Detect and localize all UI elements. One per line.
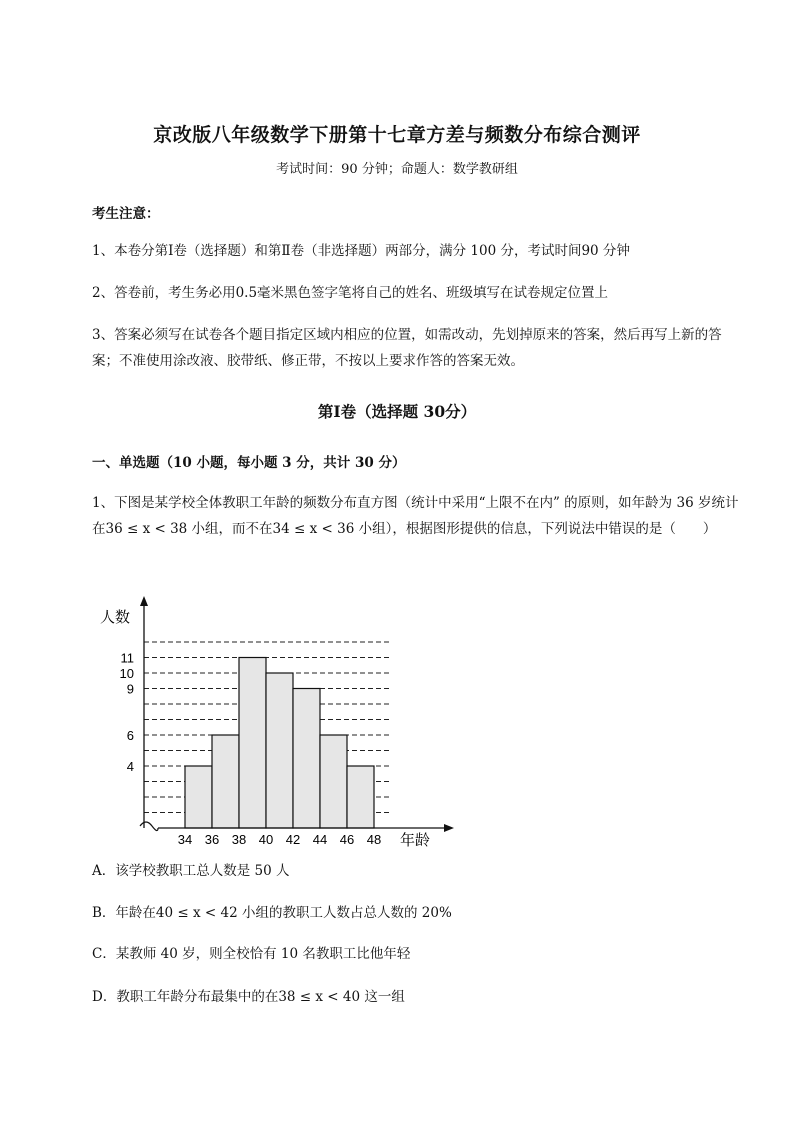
note-item-3: 3、答案必须写在试卷各个题目指定区域内相应的位置，如需改动，先划掉原来的答案，然后再写上新的答案；不准使用涂改液、胶带纸、修正带，不按以上要求作答的答案无效。 (92, 327, 722, 369)
note-item-1: 1、本卷分第Ⅰ卷（选择题）和第Ⅱ卷（非选择题）两部分，满分 100 分，考试时间90 分钟 (92, 243, 630, 259)
histogram-bar (239, 658, 266, 829)
option-b[interactable]: B．年龄在40 ≤ x < 42 小组的教职工人数占总人数的 20% (92, 905, 452, 921)
histogram-bar (185, 766, 212, 828)
x-tick-label: 44 (312, 832, 328, 847)
x-axis-label: 年龄 (400, 832, 431, 849)
x-tick-label: 34 (177, 832, 193, 847)
x-tick-label: 36 (204, 832, 220, 847)
x-tick-label: 48 (366, 832, 382, 847)
y-tick-label: 4 (126, 759, 134, 774)
histogram-bar (347, 766, 374, 828)
y-tick-label: 9 (126, 681, 134, 697)
bar-layer (185, 658, 374, 829)
histogram-chart (90, 590, 470, 855)
exam-title: 京改版八年级数学下册第十七章方差与频数分布综合测评 (153, 124, 641, 146)
histogram-bar (293, 689, 320, 829)
option-d[interactable]: D．教职工年龄分布最集中的在38 ≤ x < 40 这一组 (92, 989, 405, 1005)
question-stem: 1、下图是某学校全体教职工年龄的频数分布直方图（统计中采用“上限不在内” 的原则，如年龄为 36 岁统计在36 ≤ x < 38 小组，而不在34 ≤ x < 36 小组），根据图形提供的信息，下列说法中错误的是（ ） (92, 495, 739, 537)
option-c[interactable]: C．某教师 40 岁，则全校恰有 10 名教职工比他年轻 (92, 946, 411, 962)
histogram-bar (212, 735, 239, 828)
section-title: 第Ⅰ卷（选择题 30分） (317, 402, 477, 421)
notes-heading: 考生注意： (92, 206, 160, 222)
y-tick-label: 10 (119, 666, 134, 681)
note-item-2: 2、答卷前，考生务必用0.5毫米黑色签字笔将自己的姓名、班级填写在试卷规定位置上 (92, 285, 609, 301)
option-a[interactable]: A．该学校教职工总人数是 50 人 (92, 863, 290, 879)
y-axis-label: 人数 (100, 609, 131, 626)
x-tick-label: 40 (258, 832, 274, 847)
x-tick-label: 42 (285, 832, 301, 847)
x-tick-label: 46 (339, 832, 355, 847)
axis-break-icon (140, 822, 158, 831)
histogram-bar (266, 673, 293, 828)
exam-subtitle: 考试时间：90 分钟；命题人：数学教研组 (276, 162, 518, 177)
x-tick-label: 38 (231, 832, 247, 847)
part-heading: 一、单选题（10 小题，每小题 3 分，共计 30 分） (92, 455, 406, 471)
y-tick-label: 6 (126, 728, 134, 743)
histogram-bar (320, 735, 347, 828)
y-tick-label: 11 (120, 650, 134, 666)
y-axis-arrow (140, 596, 148, 606)
x-axis-arrow (444, 824, 454, 832)
